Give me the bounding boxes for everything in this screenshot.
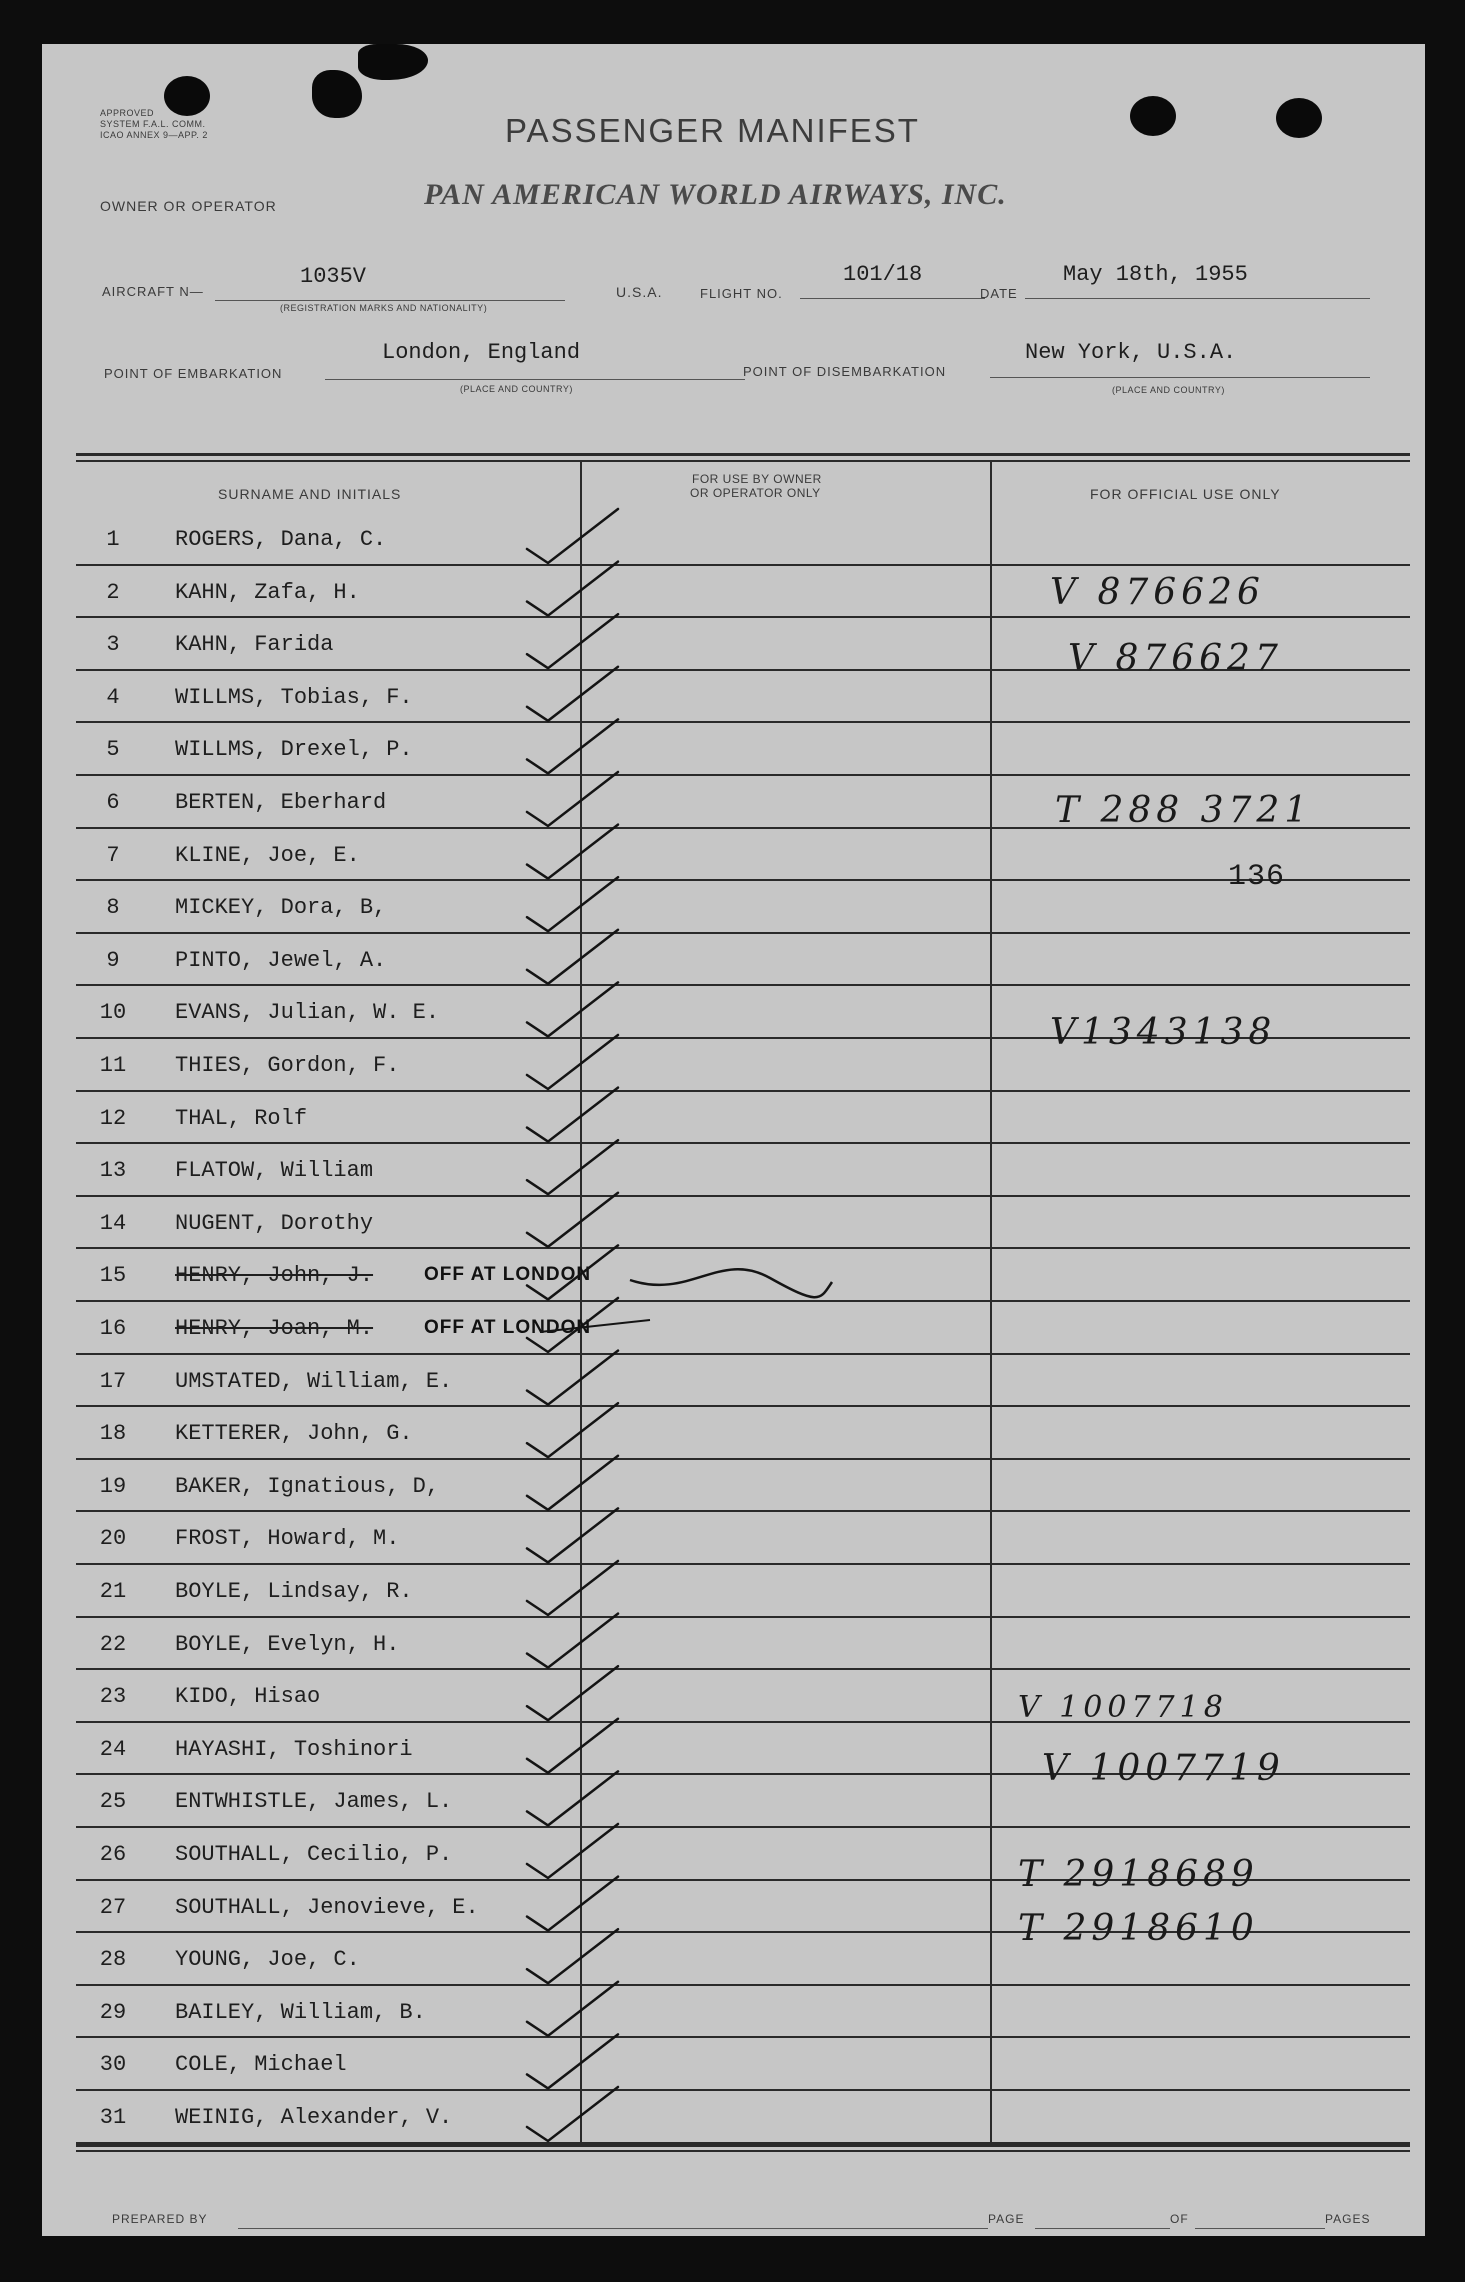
check-mark (527, 1561, 618, 1615)
passenger-name: THIES, Gordon, F. (175, 1053, 400, 1078)
embark-sub: (PLACE AND COUNTRY) (460, 384, 573, 394)
row-number: 12 (99, 1105, 127, 1131)
passenger-name: WEINIG, Alexander, V. (175, 2105, 453, 2130)
aircraft-sub: (REGISTRATION MARKS AND NATIONALITY) (280, 303, 488, 313)
passenger-name: HENRY, Joan, M. (175, 1316, 374, 1341)
check-mark (527, 1456, 618, 1510)
passenger-name: UMSTATED, William, E. (175, 1368, 453, 1394)
passenger-name: EVANS, Julian, W. E. (175, 1000, 440, 1026)
passenger-name: BOYLE, Lindsay, R. (175, 1579, 413, 1604)
official-use-entry: V 1007718 (1018, 1690, 1228, 1725)
page-title: PASSENGER MANIFEST (505, 112, 920, 149)
check-mark (527, 930, 618, 984)
check-mark (527, 1193, 618, 1247)
row-number: 27 (99, 1894, 127, 1920)
col-header-owner-1: FOR USE BY OWNER (692, 472, 822, 486)
row-number: 8 (106, 895, 120, 921)
check-mark (527, 562, 618, 616)
passenger-name: WILLMS, Tobias, F. (175, 684, 413, 710)
check-mark (527, 1929, 618, 1983)
off-at-london-stamp: OFF AT LONDON (424, 1317, 592, 1338)
row-number: 26 (99, 1842, 127, 1867)
page-label: PAGE (988, 2212, 1025, 2226)
col-header-names: SURNAME AND INITIALS (218, 486, 402, 502)
row-number: 7 (106, 842, 120, 868)
check-mark (527, 1508, 618, 1562)
passenger-name: BOYLE, Evelyn, H. (175, 1631, 400, 1657)
flight-value: 101/18 (843, 262, 923, 287)
col-header-official: FOR OFFICIAL USE ONLY (1090, 486, 1281, 502)
passenger-name: KLINE, Joe, E. (175, 842, 360, 868)
row-number: 3 (106, 632, 120, 658)
passenger-name: ENTWHISTLE, James, L. (175, 1789, 453, 1815)
passenger-name: KETTERER, John, G. (175, 1421, 413, 1447)
of-label: OF (1170, 2212, 1189, 2226)
row-number: 19 (99, 1473, 127, 1499)
row-number: 18 (99, 1421, 127, 1447)
row-number: 6 (106, 790, 120, 815)
passenger-name: MICKEY, Dora, B, (175, 895, 387, 921)
strike-line-16 (540, 1320, 650, 1332)
off-at-london-stamp: OFF AT LONDON (424, 1264, 592, 1286)
aircraft-value: 1035V (300, 264, 367, 289)
row-number: 15 (99, 1263, 127, 1289)
passenger-name: THAL, Rolf (175, 1105, 308, 1131)
passenger-name: SOUTHALL, Jenovieve, E. (175, 1894, 479, 1920)
check-mark (527, 1088, 618, 1142)
aircraft-label: AIRCRAFT N— (102, 284, 204, 299)
check-mark (527, 1877, 618, 1931)
row-number: 20 (99, 1526, 127, 1552)
check-mark (527, 1666, 618, 1720)
official-use-entry: T 288 3721 (1055, 790, 1313, 831)
check-mark (527, 825, 618, 879)
check-mark (527, 1245, 618, 1299)
passenger-name: COLE, Michael (175, 2052, 347, 2078)
row-number: 1 (106, 527, 120, 552)
company-name: PAN AMERICAN WORLD AIRWAYS, INC. (424, 178, 1007, 211)
passenger-name: BAKER, Ignatious, D, (175, 1473, 440, 1499)
official-use-entry: V 1007719 (1042, 1748, 1285, 1789)
passenger-name: WILLMS, Drexel, P. (175, 737, 413, 763)
row-number: 9 (106, 947, 120, 973)
disembark-label: POINT OF DISEMBARKATION (743, 364, 947, 379)
check-mark (527, 1035, 618, 1089)
pages-label: PAGES (1325, 2212, 1371, 2226)
passenger-name: KAHN, Farida (175, 632, 334, 658)
embark-value: London, England (382, 340, 581, 365)
check-mark (527, 877, 618, 931)
row-number: 31 (99, 2105, 127, 2130)
row-number: 30 (99, 2052, 127, 2078)
approval-line-1: APPROVED (100, 108, 155, 118)
approval-line-2: SYSTEM F.A.L. COMM. (100, 119, 206, 129)
passenger-name: NUGENT, Dorothy (175, 1210, 374, 1236)
usa-label: U.S.A. (616, 284, 663, 300)
flight-label: FLIGHT NO. (700, 286, 783, 301)
row-number: 13 (99, 1158, 127, 1184)
check-mark (527, 719, 618, 773)
passenger-name: HAYASHI, Toshinori (175, 1736, 413, 1762)
row-number: 14 (99, 1210, 127, 1236)
disembark-value: New York, U.S.A. (1025, 340, 1237, 365)
passenger-name: ROGERS, Dana, C. (175, 527, 387, 552)
official-use-entry: T 2918689 (1018, 1854, 1259, 1895)
date-label: DATE (980, 286, 1018, 301)
passenger-name: KIDO, Hisao (175, 1684, 321, 1710)
embark-label: POINT OF EMBARKATION (104, 366, 283, 381)
col-header-owner-2: OR OPERATOR ONLY (690, 486, 821, 500)
check-mark (527, 667, 618, 721)
passenger-name: YOUNG, Joe, C. (175, 1947, 360, 1973)
check-mark (527, 2087, 618, 2141)
row-number: 11 (99, 1053, 127, 1078)
official-use-entry: V 876626 (1050, 572, 1265, 613)
row-number: 16 (99, 1316, 127, 1341)
check-mark (527, 614, 618, 668)
disembark-sub: (PLACE AND COUNTRY) (1112, 385, 1225, 395)
check-mark (527, 1824, 618, 1878)
check-mark (527, 772, 618, 826)
row-number: 28 (99, 1947, 127, 1973)
check-mark (527, 1719, 618, 1773)
row-number: 23 (99, 1684, 127, 1710)
check-mark (527, 982, 618, 1036)
row-number: 17 (99, 1368, 127, 1394)
passenger-name: HENRY, John, J. (175, 1263, 374, 1289)
check-mark (527, 1351, 618, 1405)
check-mark (527, 1614, 618, 1668)
owner-label: OWNER OR OPERATOR (100, 198, 277, 214)
check-mark (527, 509, 618, 563)
row-number: 10 (99, 1000, 127, 1026)
official-use-entry: V1343138 (1050, 1012, 1277, 1053)
passenger-name: FLATOW, William (175, 1158, 374, 1184)
approval-line-3: ICAO ANNEX 9—APP. 2 (100, 130, 208, 140)
passenger-name: SOUTHALL, Cecilio, P. (175, 1842, 453, 1867)
row-number: 24 (99, 1736, 127, 1762)
check-mark (527, 1982, 618, 2036)
official-use-entry: 136 (1228, 860, 1286, 894)
row-number: 2 (106, 579, 120, 605)
check-mark (527, 2034, 618, 2088)
prepared-label: PREPARED BY (112, 2212, 208, 2226)
date-value: May 18th, 1955 (1063, 262, 1248, 287)
row-number: 22 (99, 1631, 127, 1657)
passenger-name: PINTO, Jewel, A. (175, 947, 387, 973)
row-number: 25 (99, 1789, 127, 1815)
passenger-name: BAILEY, William, B. (175, 1999, 426, 2025)
row-number: 5 (106, 737, 120, 763)
official-use-entry: T 2918610 (1018, 1908, 1259, 1949)
passenger-name: FROST, Howard, M. (175, 1526, 400, 1552)
row-number: 21 (99, 1579, 127, 1604)
passenger-name: BERTEN, Eberhard (175, 790, 387, 815)
check-mark (527, 1403, 618, 1457)
row-number: 29 (99, 1999, 127, 2025)
check-mark (527, 1140, 618, 1194)
official-use-entry: V 876627 (1068, 638, 1283, 679)
wavy-strike-line (630, 1269, 832, 1297)
row-number: 4 (106, 684, 120, 710)
check-mark (527, 1771, 618, 1825)
passenger-name: KAHN, Zafa, H. (175, 579, 360, 605)
